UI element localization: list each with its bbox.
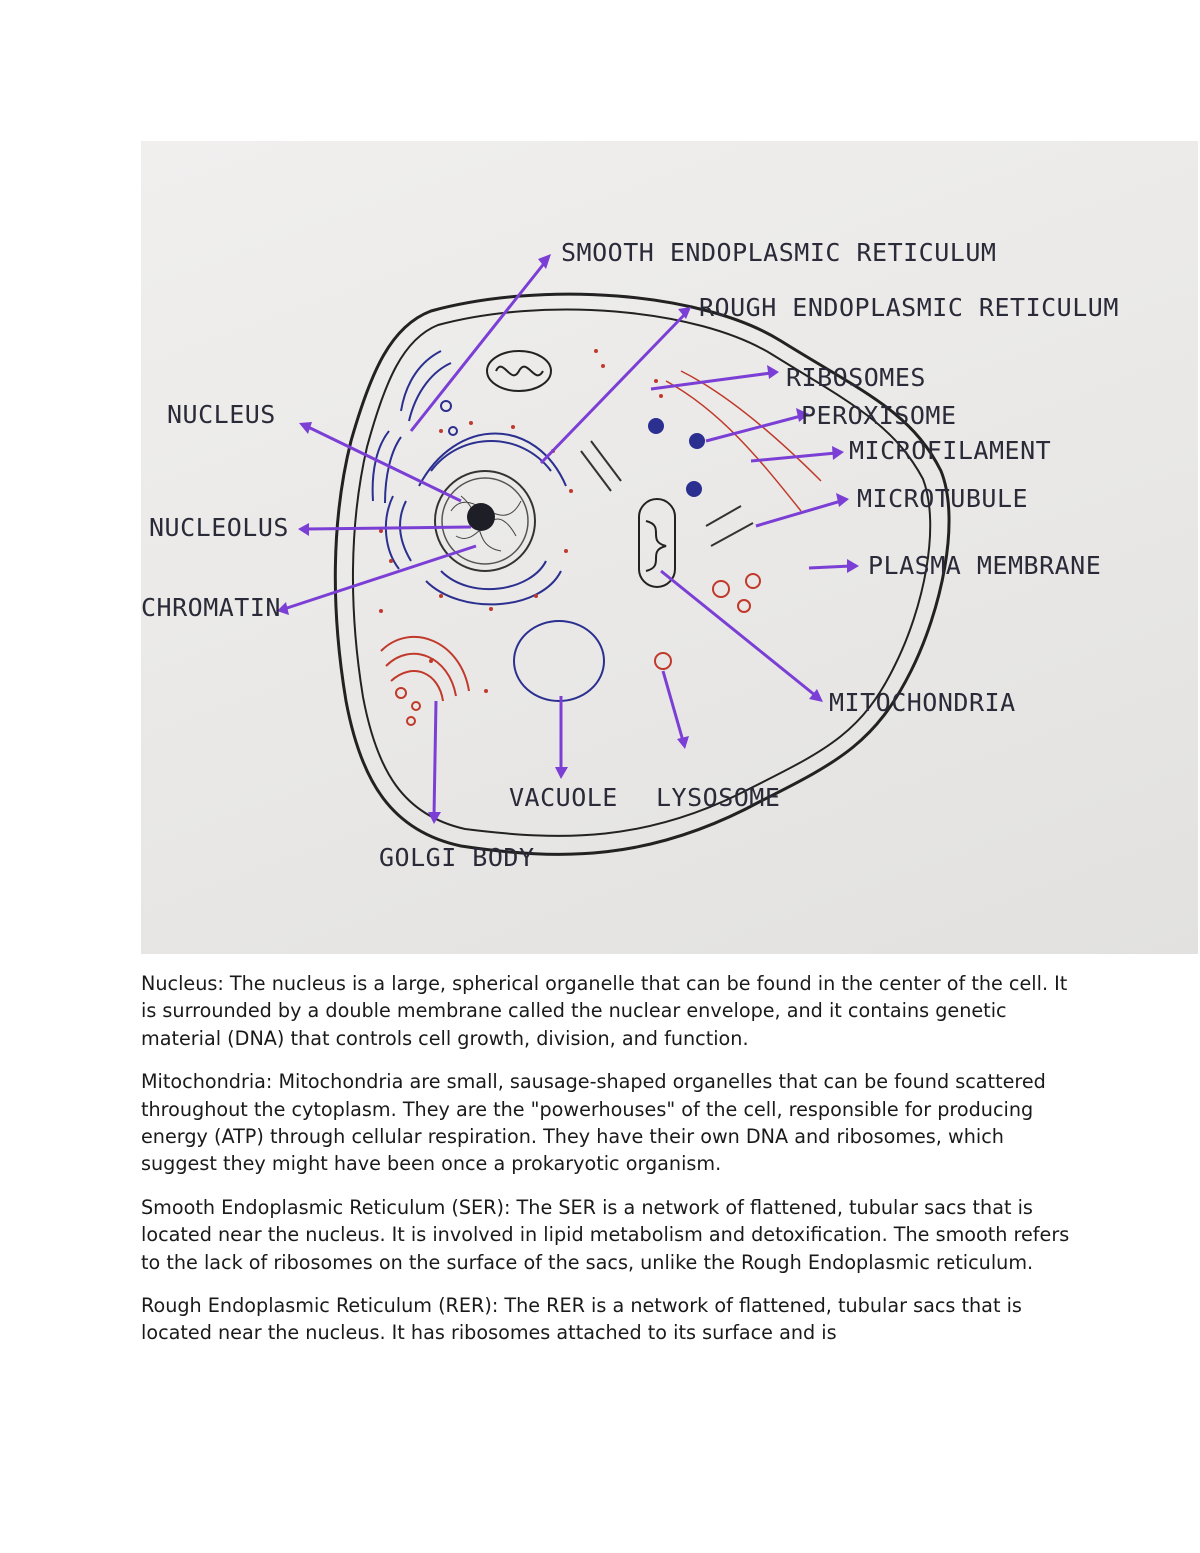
label-peroxisome: PEROXISOME <box>801 401 957 430</box>
lysosome-shape <box>655 574 760 669</box>
label-arrows <box>277 254 859 824</box>
microtubule-shape <box>581 441 753 546</box>
label-mitochondria: MITOCHONDRIA <box>829 688 1016 717</box>
paragraph-nucleus: Nucleus: The nucleus is a large, spherical organelle that can be found in the center of the cell. It is surrounded by a double membrane called the nuclear envelope, and it contains genetic material (DNA) that controls cell growth, division, and function. <box>141 972 1068 1050</box>
label-microfilament: MICROFILAMENT <box>849 436 1052 465</box>
label-nucleolus: NUCLEOLUS <box>149 513 289 542</box>
label-lysosome: LYSOSOME <box>656 783 781 812</box>
paragraph-mitochondria: Mitochondria: Mitochondria are small, sausage-shaped organelles that can be found scattered throughout the cytoplasm. They are the "powerhouses" of the cell, responsible for producing energy (ATP) through cellular respiration. They have their own DNA and ribosomes, which suggest they might have been once a prokaryotic organism. <box>141 1070 1046 1176</box>
label-ribosomes: RIBOSOMES <box>786 363 926 392</box>
label-microtubule: MICROTUBULE <box>857 484 1029 513</box>
vacuole-shape <box>514 621 604 701</box>
label-vacuole: VACUOLE <box>509 783 618 812</box>
label-golgi-body: GOLGI BODY <box>379 843 535 872</box>
label-smooth-er: SMOOTH ENDOPLASMIC RETICULUM <box>561 238 997 267</box>
label-rough-er: ROUGH ENDOPLASMIC RETICULUM <box>699 293 1119 322</box>
label-nucleus: NUCLEUS <box>167 400 276 429</box>
paragraph-rough-er: Rough Endoplasmic Reticulum (RER): The RER is a network of flattened, tubular sacs that is located near the nucleus. It has ribosomes attached to its surface and is <box>141 1294 1022 1345</box>
paragraph-smooth-er: Smooth Endoplasmic Reticulum (SER): The SER is a network of flattened, tubular sacs that is located near the nucleus. It is involved in lipid metabolism and detoxification. The smooth refers to the lack of ribosomes on the surface of the sacs, unlike the Rough Endoplasmic reticulum. <box>141 1195 1070 1274</box>
ribosome-dots <box>379 349 663 693</box>
body-text <box>141 970 1071 1363</box>
cell-diagram-photo <box>141 141 1198 954</box>
label-chromatin: CHROMATIN <box>141 593 281 622</box>
label-plasma-membrane: PLASMA MEMBRANE <box>868 551 1102 580</box>
peroxisome-shape <box>648 418 705 497</box>
golgi-shape <box>381 637 469 725</box>
cell-diagram <box>141 141 1198 954</box>
